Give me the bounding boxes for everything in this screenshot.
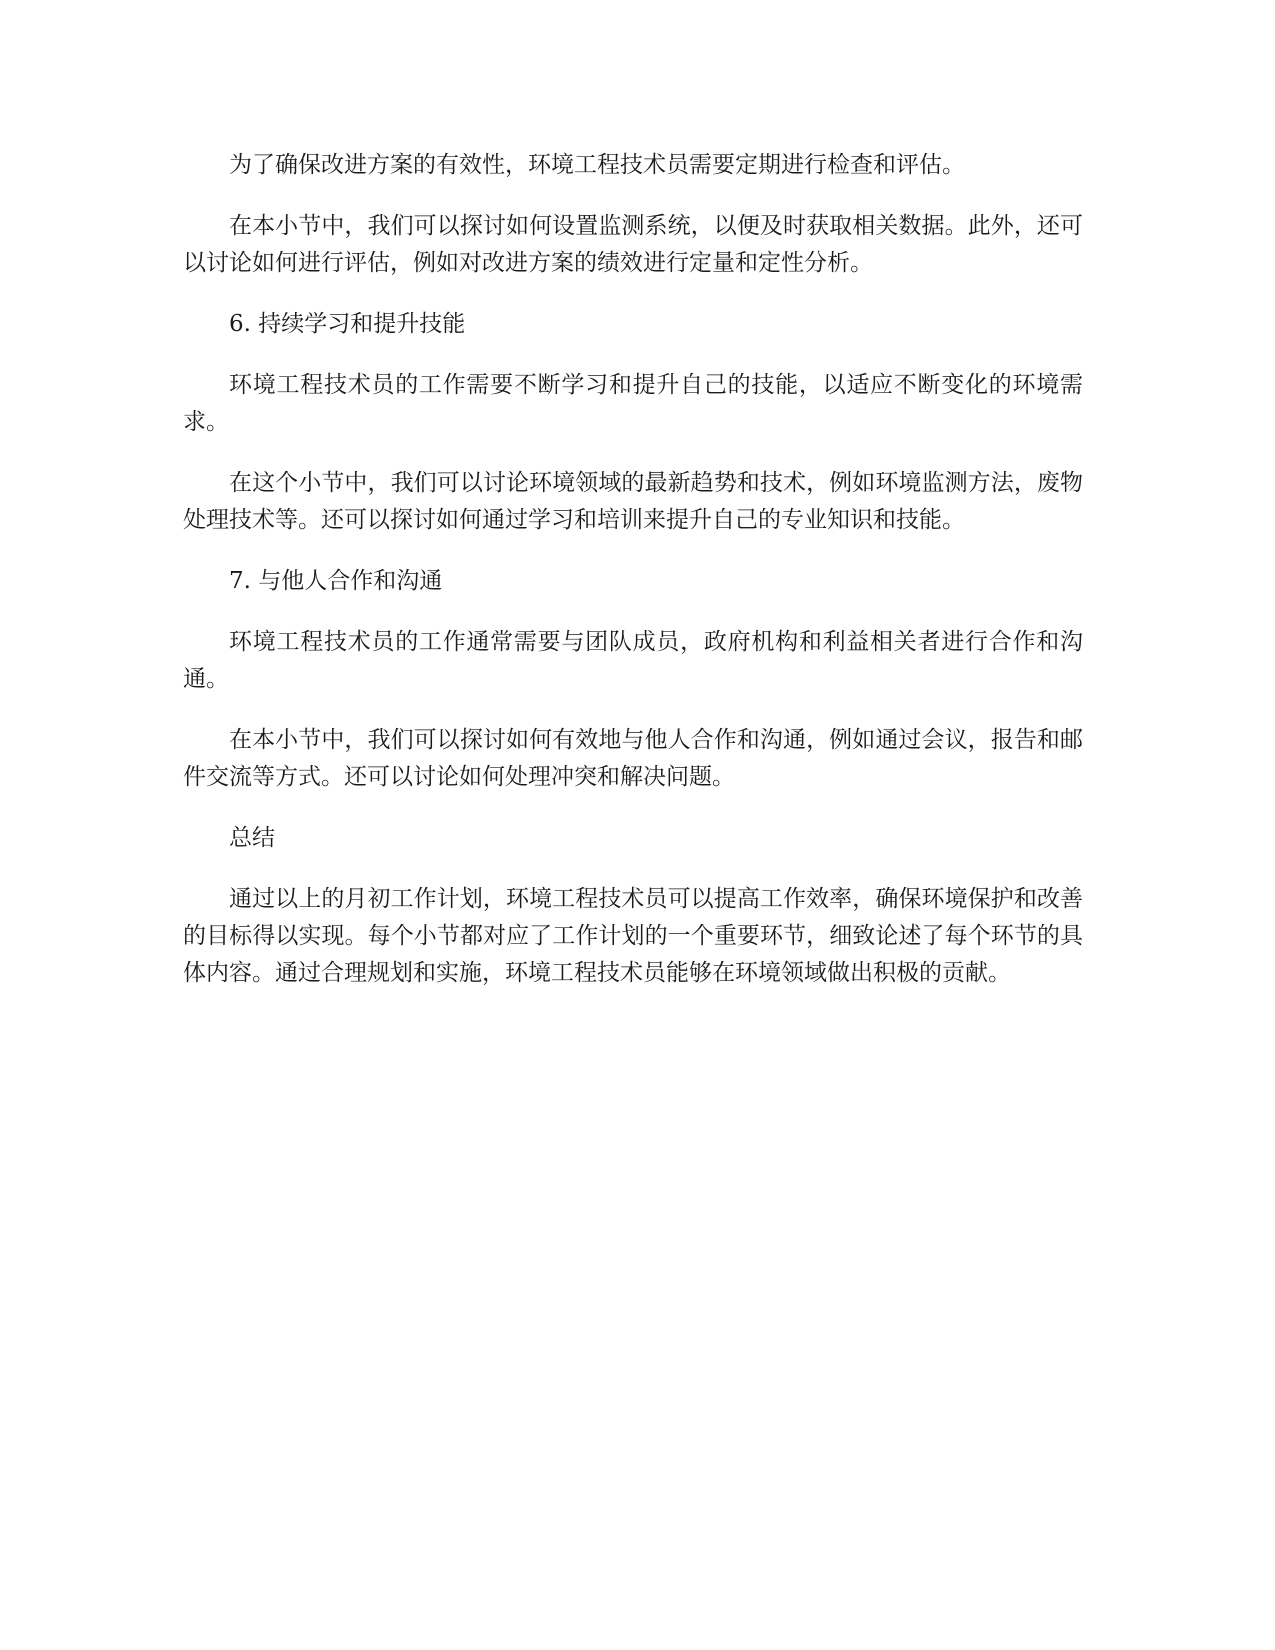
section-heading-7: 7. 与他人合作和沟通 [229,568,443,594]
paragraph-trends-and-training: 在这个小节中，我们可以讨论环境领域的最新趋势和技术，例如环境监测方法，废物处理技术等。还可以探讨如何通过学习和培训来提升自己的专业知识和技能。 [183,470,1083,533]
section-heading-summary: 总结 [229,825,275,851]
paragraph-summary: 通过以上的月初工作计划，环境工程技术员可以提高工作效率，确保环境保护和改善的目标得以实现。每个小节都对应了工作计划的一个重要环节，细致论述了每个环节的具体内容。通过合理规划和实施，环境工程技术员能够在环境领域做出积极的贡献。 [183,886,1083,986]
paragraph-continuous-learning: 环境工程技术员的工作需要不断学习和提升自己的技能，以适应不断变化的环境需求。 [183,372,1083,435]
paragraph-collaboration: 环境工程技术员的工作通常需要与团队成员，政府机构和利益相关者进行合作和沟通。 [183,629,1083,692]
paragraph-evaluation-intro: 为了确保改进方案的有效性，环境工程技术员需要定期进行检查和评估。 [229,152,965,178]
paragraph-monitoring-system: 在本小节中，我们可以探讨如何设置监测系统，以便及时获取相关数据。此外，还可以讨论如何进行评估，例如对改进方案的绩效进行定量和定性分析。 [183,213,1083,276]
document-body [183,147,1083,1016]
section-heading-6: 6. 持续学习和提升技能 [229,311,466,337]
paragraph-communication-methods: 在本小节中，我们可以探讨如何有效地与他人合作和沟通，例如通过会议，报告和邮件交流等方式。还可以讨论如何处理冲突和解决问题。 [183,727,1083,790]
